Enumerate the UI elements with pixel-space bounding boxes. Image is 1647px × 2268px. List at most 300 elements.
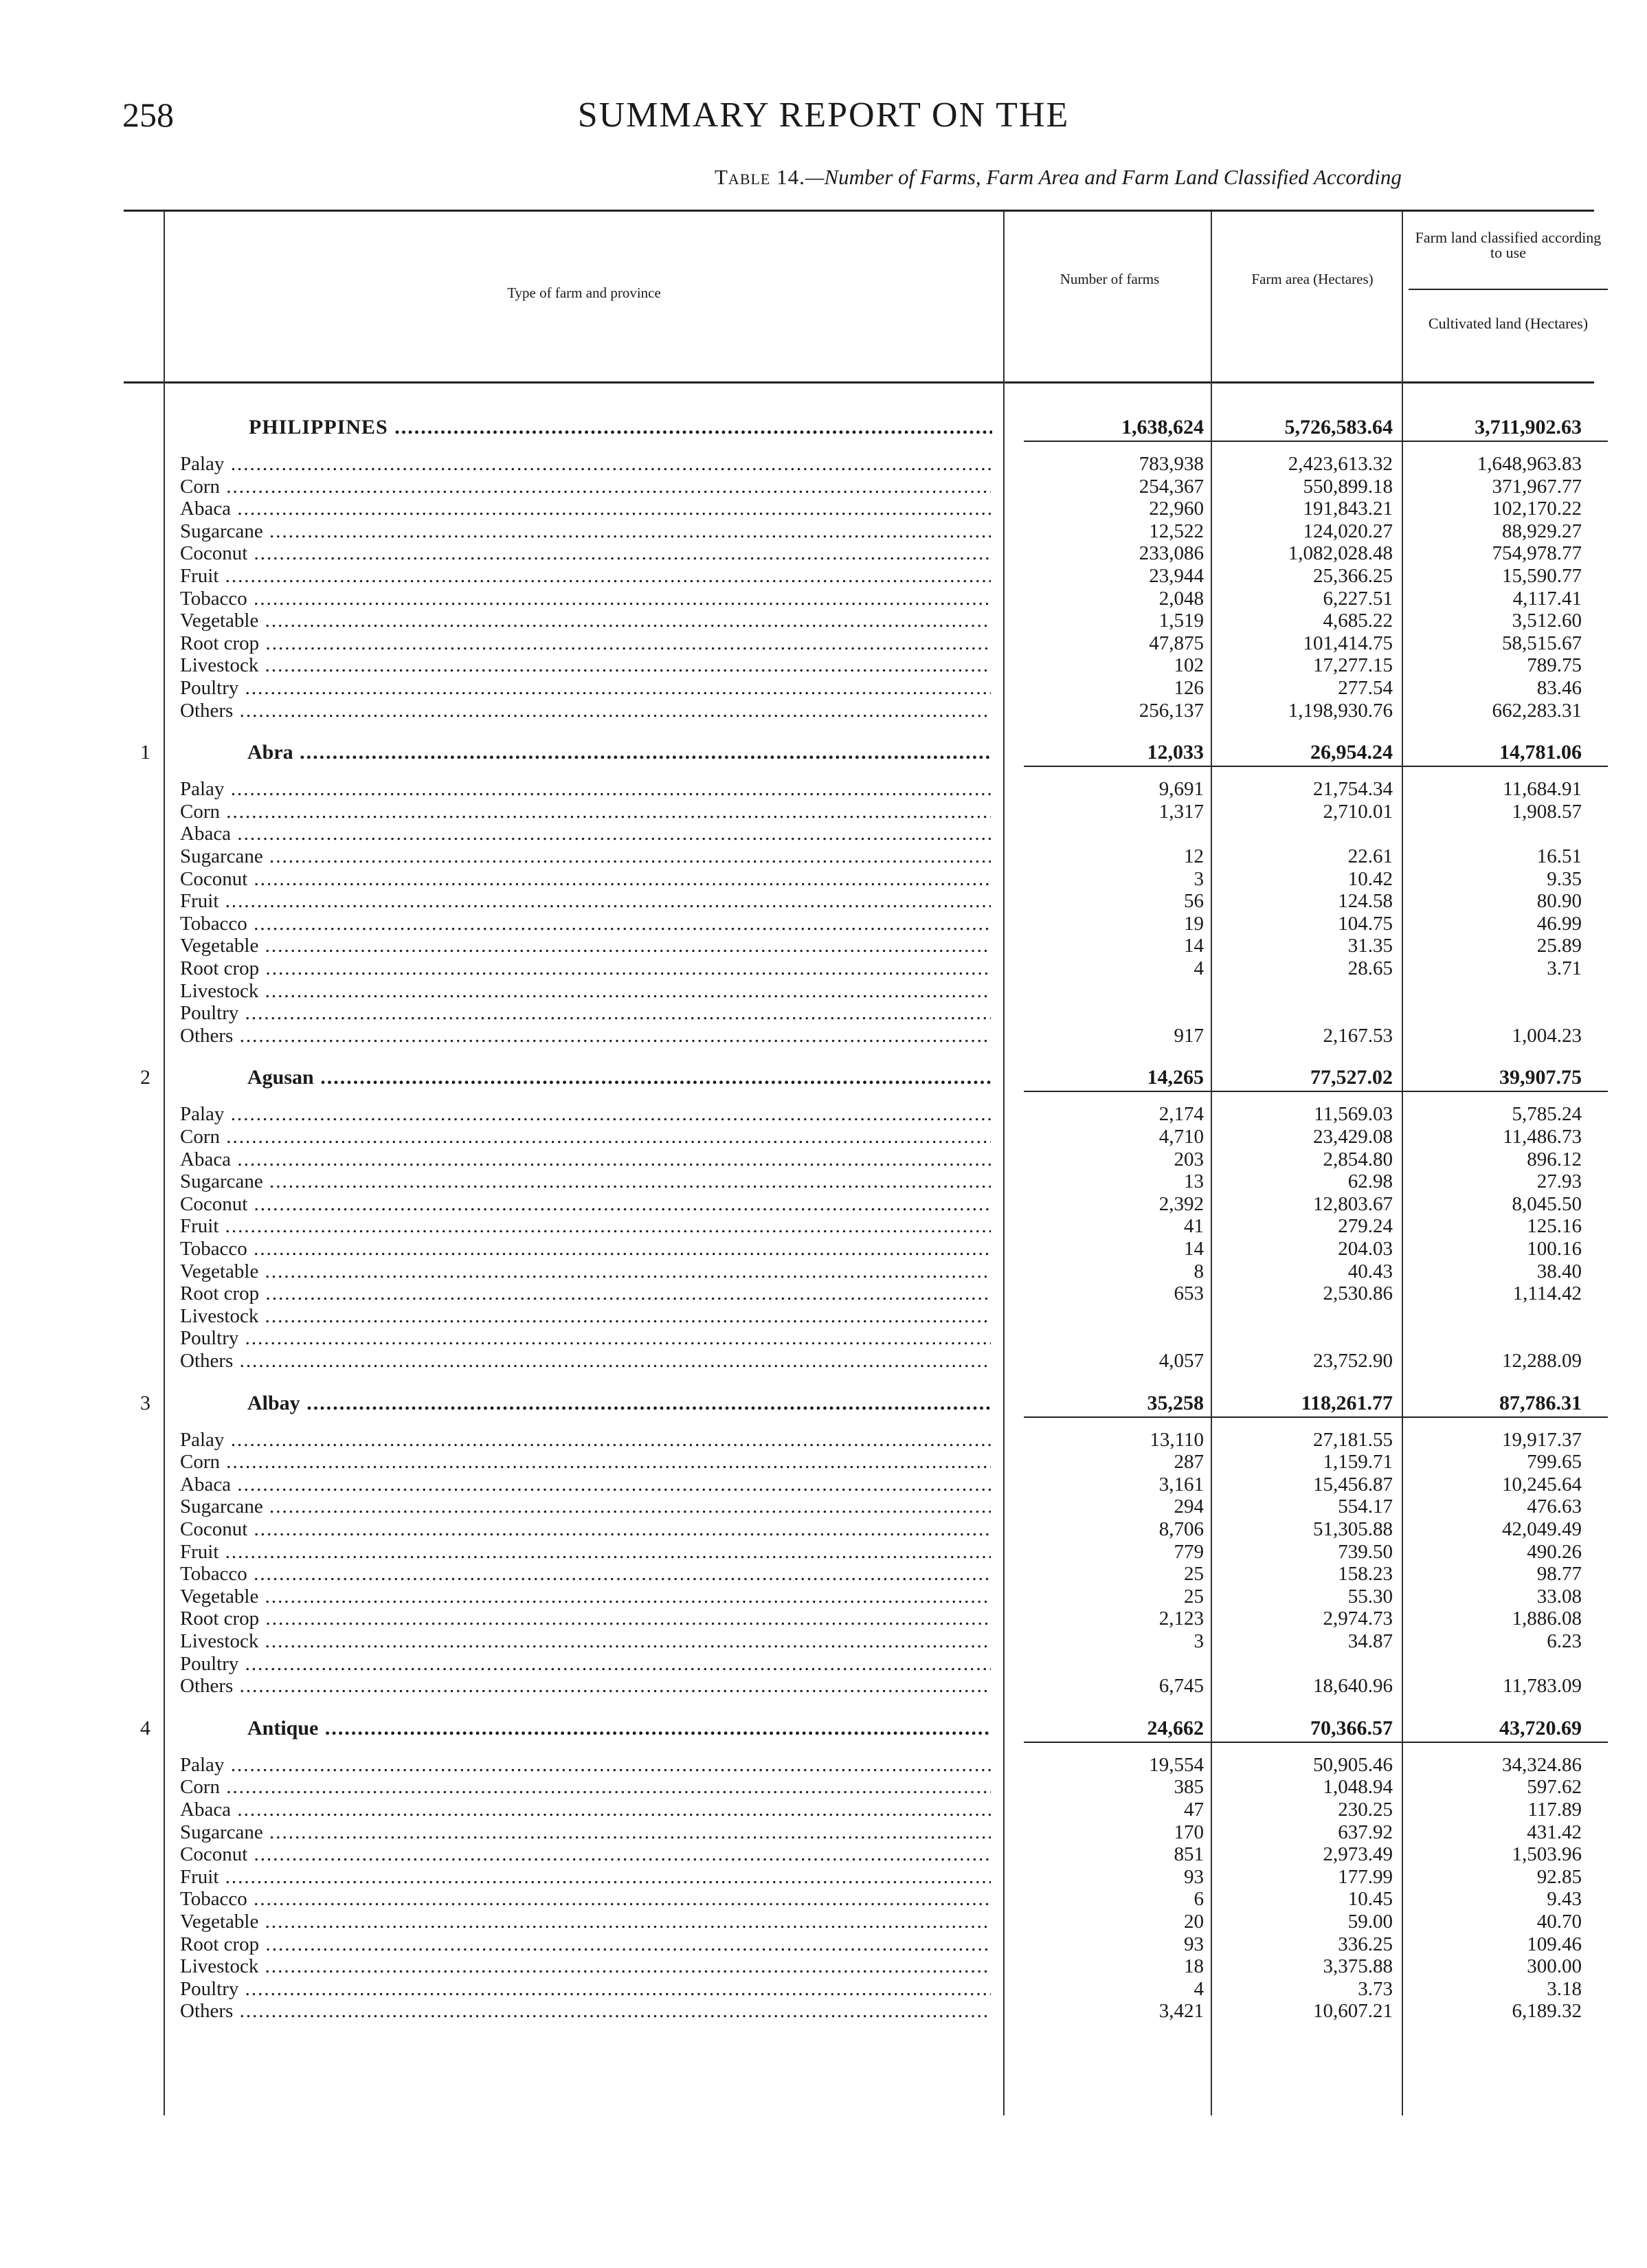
cell-cultivated: 1,908.57: [1512, 800, 1582, 823]
cell-area: 2,854.80: [1323, 1148, 1393, 1170]
cell-area: 118,261.77: [1301, 1391, 1393, 1414]
row-label: Root crop .....: [180, 1608, 991, 1630]
cell-farms: 47,875: [1149, 632, 1204, 654]
cell-cultivated: 42,049.49: [1502, 1518, 1582, 1540]
row-label: Abaca .....: [180, 1474, 991, 1496]
cell-area: 26,954.24: [1310, 741, 1393, 764]
row-label: Others .....: [180, 1675, 991, 1698]
table-row: [0, 1754, 1647, 1777]
table-row: [0, 890, 1647, 913]
table-row: [0, 1675, 1647, 1698]
row-label: Root crop .....: [180, 1933, 991, 1956]
cell-farms: 19,554: [1149, 1753, 1204, 1776]
column-header-type: Type of farm and province: [507, 285, 661, 301]
cell-area: 124,020.27: [1303, 520, 1393, 542]
section-divider: [1024, 1091, 1608, 1092]
cell-area: 158.23: [1338, 1563, 1393, 1586]
table-row: [0, 1193, 1647, 1216]
cell-cultivated: 754,978.77: [1492, 542, 1582, 565]
table-row: [0, 677, 1647, 700]
row-label: Corn .....: [180, 1776, 991, 1799]
cell-cultivated: 490.26: [1527, 1540, 1582, 1563]
table-row: [0, 1474, 1647, 1496]
row-label: Others .....: [180, 700, 991, 722]
cell-area: 10.42: [1347, 867, 1393, 890]
cell-area: 191,843.21: [1303, 498, 1393, 520]
cell-farms: 12: [1184, 845, 1204, 867]
cell-farms: 254,367: [1139, 475, 1204, 498]
cell-cultivated: 6.23: [1547, 1630, 1582, 1652]
row-label: Sugarcane .....: [180, 520, 991, 543]
row-label: PHILIPPINES .....: [249, 416, 992, 438]
row-label: Fruit .....: [180, 1215, 991, 1238]
row-label: Fruit .....: [180, 1866, 991, 1889]
cell-farms: 1,638,624: [1121, 416, 1204, 438]
column-header-classified: Farm land classified according to use: [1415, 229, 1602, 261]
cell-cultivated: 9.35: [1547, 867, 1582, 890]
cell-area: 1,159.71: [1323, 1451, 1393, 1474]
row-label: Abra .....: [247, 741, 991, 764]
cell-cultivated: 9.43: [1547, 1888, 1582, 1911]
cell-farms: 14,265: [1147, 1066, 1204, 1089]
row-label: Sugarcane .....: [180, 1496, 991, 1518]
cell-farms: 13: [1184, 1170, 1204, 1193]
row-label: Fruit .....: [180, 1541, 991, 1564]
cell-area: 1,082,028.48: [1288, 542, 1393, 565]
cell-cultivated: 1,886.08: [1512, 1608, 1582, 1630]
row-label: Poultry .....: [180, 1978, 991, 2001]
table-row: [0, 1608, 1647, 1630]
cell-farms: 12,522: [1149, 520, 1204, 542]
cell-area: 124.58: [1338, 890, 1393, 913]
cell-cultivated: 662,283.31: [1492, 699, 1582, 722]
row-label: Tobacco .....: [180, 588, 991, 610]
table-row: [0, 935, 1647, 957]
cell-area: 59.00: [1347, 1911, 1393, 1933]
cell-farms: 779: [1174, 1540, 1204, 1563]
table-row: [0, 654, 1647, 677]
cell-area: 34.87: [1347, 1630, 1393, 1652]
cell-farms: 653: [1174, 1282, 1204, 1305]
row-label: Sugarcane .....: [180, 1821, 991, 1844]
cell-area: 101,414.75: [1303, 632, 1393, 654]
table-row: [0, 801, 1647, 823]
cell-area: 27,181.55: [1313, 1428, 1393, 1451]
cell-farms: 2,174: [1158, 1103, 1204, 1126]
table-row: [0, 1911, 1647, 1933]
cell-farms: 2,123: [1158, 1608, 1204, 1630]
table-row: [0, 1888, 1647, 1911]
row-label: Root crop .....: [180, 632, 991, 655]
table-row: [0, 1126, 1647, 1148]
row-label: Tobacco .....: [180, 1563, 991, 1586]
cell-farms: 783,938: [1139, 453, 1204, 475]
table-row: [0, 1821, 1647, 1844]
cell-cultivated: 11,684.91: [1503, 778, 1582, 801]
table-row: [0, 823, 1647, 845]
row-label: Corn .....: [180, 476, 991, 498]
cell-farms: 126: [1174, 677, 1204, 699]
row-label: Coconut .....: [180, 868, 991, 891]
table-row: [0, 1563, 1647, 1586]
table-row: [0, 542, 1647, 565]
row-label: Root crop .....: [180, 1282, 991, 1305]
table-row: [0, 980, 1647, 1003]
cell-farms: 22,960: [1149, 498, 1204, 520]
cell-farms: 203: [1174, 1148, 1204, 1170]
row-label: Vegetable .....: [180, 610, 991, 632]
table-row: [0, 610, 1647, 632]
row-label: Vegetable .....: [180, 935, 991, 957]
cell-area: 550,899.18: [1303, 475, 1393, 498]
cell-area: 15,456.87: [1313, 1473, 1393, 1496]
column-header-farms: Number of farms: [1060, 271, 1160, 287]
row-label: Palay .....: [180, 453, 991, 476]
cell-area: 21,754.34: [1313, 778, 1393, 801]
row-label: Palay .....: [180, 1754, 991, 1777]
cell-area: 277.54: [1338, 677, 1393, 699]
row-label: Poultry .....: [180, 1002, 991, 1025]
row-label: Livestock .....: [180, 654, 991, 677]
row-label: Poultry .....: [180, 1653, 991, 1676]
row-label: Sugarcane .....: [180, 1170, 991, 1193]
cell-cultivated: 15,590.77: [1502, 565, 1582, 587]
cell-cultivated: 597.62: [1527, 1776, 1582, 1799]
row-label: Vegetable .....: [180, 1586, 991, 1608]
cell-cultivated: 799.65: [1527, 1451, 1582, 1474]
row-label: Tobacco .....: [180, 1888, 991, 1911]
province-total-row: [0, 1392, 1647, 1414]
cell-cultivated: 16.51: [1536, 845, 1582, 867]
cell-area: 6,227.51: [1323, 587, 1393, 610]
cell-farms: 102: [1174, 654, 1204, 677]
cell-farms: 294: [1174, 1496, 1204, 1518]
table-row: [0, 1843, 1647, 1866]
row-label: Antique .....: [247, 1717, 991, 1739]
table-row: [0, 1630, 1647, 1653]
table-row: [0, 498, 1647, 520]
table-row: [0, 1260, 1647, 1283]
row-label: Vegetable .....: [180, 1911, 991, 1933]
table-row: [0, 1215, 1647, 1238]
table-row: [0, 1238, 1647, 1260]
table-row: [0, 1541, 1647, 1564]
row-label: Corn .....: [180, 1451, 991, 1474]
row-label: Palay .....: [180, 778, 991, 801]
row-label: Livestock .....: [180, 1305, 991, 1328]
table-row: [0, 453, 1647, 476]
cell-cultivated: 46.99: [1536, 912, 1582, 935]
row-index: 2: [140, 1066, 150, 1089]
cell-area: 204.03: [1338, 1238, 1393, 1260]
cell-cultivated: 1,114.42: [1512, 1282, 1582, 1305]
cell-area: 336.25: [1338, 1933, 1393, 1955]
cell-cultivated: 1,503.96: [1512, 1843, 1582, 1866]
cell-area: 10.45: [1347, 1888, 1393, 1911]
row-label: Abaca .....: [180, 1148, 991, 1171]
row-label: Agusan .....: [247, 1066, 991, 1089]
table-row: [0, 1653, 1647, 1676]
column-header-cultivated: Cultivated land (Hectares): [1428, 315, 1589, 332]
section-divider: [1024, 441, 1608, 442]
row-label: Tobacco .....: [180, 913, 991, 935]
table-row: [0, 588, 1647, 610]
table-row: [0, 476, 1647, 498]
cell-cultivated: 14,781.06: [1499, 741, 1582, 764]
row-label: Abaca .....: [180, 498, 991, 520]
section-divider: [1024, 1742, 1608, 1743]
table-row: [0, 913, 1647, 935]
table-row: [0, 1978, 1647, 2001]
cell-farms: 233,086: [1139, 542, 1204, 565]
cell-farms: 1,317: [1158, 800, 1204, 823]
cell-cultivated: 125.16: [1527, 1215, 1582, 1238]
table-row: [0, 565, 1647, 588]
table-row: [0, 1866, 1647, 1889]
table-label: Table 14.: [715, 165, 805, 189]
province-total-row: [0, 741, 1647, 764]
cell-farms: 4,710: [1158, 1126, 1204, 1148]
cell-cultivated: 12,288.09: [1502, 1350, 1582, 1372]
row-label: Livestock .....: [180, 980, 991, 1003]
cell-farms: 23,944: [1149, 565, 1204, 587]
cell-farms: 3,161: [1158, 1473, 1204, 1496]
cell-farms: 9,691: [1158, 778, 1204, 801]
province-total-row: [0, 416, 1647, 438]
cell-cultivated: 58,515.67: [1502, 632, 1582, 654]
cell-area: 50,905.46: [1313, 1753, 1393, 1776]
cell-area: 17,277.15: [1313, 654, 1393, 677]
cell-farms: 35,258: [1147, 1391, 1204, 1414]
cell-cultivated: 88,929.27: [1502, 520, 1582, 542]
cell-area: 12,803.67: [1313, 1192, 1393, 1215]
cell-cultivated: 300.00: [1527, 1955, 1582, 1978]
cell-cultivated: 33.08: [1536, 1585, 1582, 1608]
cell-cultivated: 8,045.50: [1512, 1192, 1582, 1215]
cell-area: 77,527.02: [1310, 1066, 1393, 1089]
row-label: Sugarcane .....: [180, 845, 991, 868]
cell-cultivated: 431.42: [1527, 1821, 1582, 1843]
running-title: SUMMARY REPORT ON THE: [577, 96, 1070, 135]
cell-farms: 19: [1184, 912, 1204, 935]
cell-farms: 12,033: [1147, 741, 1204, 764]
cell-farms: 3,421: [1158, 2000, 1204, 2023]
cell-farms: 4,057: [1158, 1350, 1204, 1372]
row-label: Fruit .....: [180, 890, 991, 913]
row-label: Abaca .....: [180, 1799, 991, 1821]
cell-area: 5,726,583.64: [1284, 416, 1393, 438]
cell-farms: 93: [1184, 1933, 1204, 1955]
cell-area: 104.75: [1338, 912, 1393, 935]
row-label: Palay .....: [180, 1429, 991, 1452]
row-label: Livestock .....: [180, 1955, 991, 1978]
row-label: Poultry .....: [180, 1327, 991, 1350]
table-row: [0, 1518, 1647, 1541]
cell-farms: 2,048: [1158, 587, 1204, 610]
row-label: Coconut .....: [180, 1518, 991, 1541]
cell-cultivated: 3.18: [1547, 1977, 1582, 2000]
cell-area: 2,167.53: [1323, 1024, 1393, 1047]
table-row: [0, 845, 1647, 868]
row-label: Abaca .....: [180, 823, 991, 845]
cell-cultivated: 27.93: [1536, 1170, 1582, 1193]
row-label: Root crop .....: [180, 957, 991, 980]
cell-area: 23,752.90: [1313, 1350, 1393, 1372]
row-label: Palay .....: [180, 1103, 991, 1126]
row-label: Coconut .....: [180, 1193, 991, 1216]
cell-area: 70,366.57: [1310, 1716, 1393, 1739]
province-total-row: [0, 1066, 1647, 1089]
cell-area: 22.61: [1347, 845, 1393, 867]
cell-area: 4,685.22: [1323, 610, 1393, 632]
cell-farms: 4: [1194, 957, 1204, 979]
cell-farms: 4: [1194, 1977, 1204, 2000]
cell-cultivated: 38.40: [1536, 1260, 1582, 1282]
cell-area: 62.98: [1347, 1170, 1393, 1193]
cell-cultivated: 98.77: [1536, 1563, 1582, 1586]
row-index: 3: [140, 1391, 150, 1414]
table-row: [0, 1025, 1647, 1047]
cell-farms: 18: [1184, 1955, 1204, 1978]
table-row: [0, 1350, 1647, 1372]
cell-cultivated: 25.89: [1536, 935, 1582, 957]
cell-cultivated: 83.46: [1536, 677, 1582, 699]
cell-farms: 14: [1184, 935, 1204, 957]
table-row: [0, 520, 1647, 543]
cell-cultivated: 80.90: [1536, 890, 1582, 913]
cell-farms: 1,519: [1158, 610, 1204, 632]
cell-area: 31.35: [1347, 935, 1393, 957]
cell-area: 3.73: [1358, 1977, 1393, 2000]
table-row: [0, 632, 1647, 655]
cell-cultivated: 6,189.32: [1512, 2000, 1582, 2023]
table-row: [0, 1586, 1647, 1608]
table-row: [0, 700, 1647, 722]
cell-farms: 25: [1184, 1563, 1204, 1586]
row-label: Vegetable .....: [180, 1260, 991, 1283]
cell-farms: 256,137: [1139, 699, 1204, 722]
table-row: [0, 1002, 1647, 1025]
cell-area: 177.99: [1338, 1865, 1393, 1888]
table-row: [0, 1496, 1647, 1518]
row-label: Others .....: [180, 2000, 991, 2023]
table-row: [0, 1451, 1647, 1474]
page-number: 258: [122, 96, 174, 134]
row-label: Others .....: [180, 1025, 991, 1047]
cell-cultivated: 3,711,902.63: [1475, 416, 1582, 438]
cell-farms: 14: [1184, 1238, 1204, 1260]
row-label: Fruit .....: [180, 565, 991, 588]
cell-area: 2,423,613.32: [1288, 453, 1393, 475]
section-divider: [1024, 1416, 1608, 1418]
table-title: —Number of Farms, Farm Area and Farm Land Classified According: [805, 165, 1402, 189]
cell-area: 2,710.01: [1323, 800, 1393, 823]
cell-farms: 287: [1174, 1451, 1204, 1474]
cell-farms: 3: [1194, 867, 1204, 890]
cell-farms: 47: [1184, 1799, 1204, 1821]
cell-farms: 93: [1184, 1865, 1204, 1888]
cell-cultivated: 1,648,963.83: [1477, 453, 1582, 475]
cell-cultivated: 39,907.75: [1499, 1066, 1582, 1089]
cell-farms: 917: [1174, 1024, 1204, 1047]
cell-area: 10,607.21: [1313, 2000, 1393, 2023]
cell-cultivated: 92.85: [1536, 1865, 1582, 1888]
cell-cultivated: 34,324.86: [1502, 1753, 1582, 1776]
cell-cultivated: 100.16: [1527, 1238, 1582, 1260]
cell-area: 40.43: [1347, 1260, 1393, 1282]
cell-farms: 13,110: [1150, 1428, 1204, 1451]
cell-cultivated: 40.70: [1536, 1911, 1582, 1933]
cell-cultivated: 19,917.37: [1502, 1428, 1582, 1451]
row-label: Corn .....: [180, 1126, 991, 1148]
table-row: [0, 1148, 1647, 1171]
table-row: [0, 957, 1647, 980]
table-row: [0, 1170, 1647, 1193]
province-total-row: [0, 1717, 1647, 1739]
cell-area: 637.92: [1338, 1821, 1393, 1843]
cell-area: 11,569.03: [1314, 1103, 1393, 1126]
cell-area: 1,048.94: [1323, 1776, 1393, 1799]
cell-farms: 851: [1174, 1843, 1204, 1866]
cell-farms: 6,745: [1158, 1675, 1204, 1698]
cell-area: 279.24: [1338, 1215, 1393, 1238]
cell-area: 230.25: [1338, 1799, 1393, 1821]
cell-area: 25,366.25: [1313, 565, 1393, 587]
cell-cultivated: 11,486.73: [1503, 1126, 1582, 1148]
cell-area: 28.65: [1347, 957, 1393, 979]
table-row: [0, 1305, 1647, 1328]
cell-cultivated: 117.89: [1527, 1799, 1582, 1821]
table-row: [0, 1933, 1647, 1956]
table-row: [0, 1429, 1647, 1452]
row-index: 4: [140, 1716, 150, 1739]
table-row: [0, 1103, 1647, 1126]
row-index: 1: [140, 741, 150, 764]
table-row: [0, 778, 1647, 801]
cell-area: 23,429.08: [1313, 1126, 1393, 1148]
cell-area: 51,305.88: [1313, 1518, 1393, 1540]
table-row: [0, 1776, 1647, 1799]
row-label: Tobacco .....: [180, 1238, 991, 1260]
cell-cultivated: 476.63: [1527, 1496, 1582, 1518]
column-header-area: Farm area (Hectares): [1251, 271, 1374, 287]
cell-cultivated: 43,720.69: [1499, 1716, 1582, 1739]
cell-cultivated: 87,786.31: [1499, 1391, 1582, 1414]
cell-cultivated: 789.75: [1527, 654, 1582, 677]
cell-cultivated: 5,785.24: [1512, 1103, 1582, 1126]
cell-farms: 24,662: [1147, 1716, 1204, 1739]
cell-area: 1,198,930.76: [1288, 699, 1393, 722]
cell-cultivated: 371,967.77: [1492, 475, 1582, 498]
table-row: [0, 1282, 1647, 1305]
cell-cultivated: 3.71: [1547, 957, 1582, 979]
cell-cultivated: 4,117.41: [1512, 587, 1582, 610]
cell-farms: 41: [1184, 1215, 1204, 1238]
cell-cultivated: 1,004.23: [1512, 1024, 1582, 1047]
cell-farms: 8,706: [1158, 1518, 1204, 1540]
cell-cultivated: 3,512.60: [1512, 610, 1582, 632]
cell-area: 55.30: [1347, 1585, 1393, 1608]
cell-farms: 6: [1194, 1888, 1204, 1911]
cell-farms: 25: [1184, 1585, 1204, 1608]
cell-cultivated: 896.12: [1527, 1148, 1582, 1170]
table-row: [0, 1799, 1647, 1821]
table-caption: [715, 165, 1402, 190]
cell-area: 739.50: [1338, 1540, 1393, 1563]
cell-area: 554.17: [1338, 1496, 1393, 1518]
table-row: [0, 2000, 1647, 2023]
cell-farms: 2,392: [1158, 1192, 1204, 1215]
